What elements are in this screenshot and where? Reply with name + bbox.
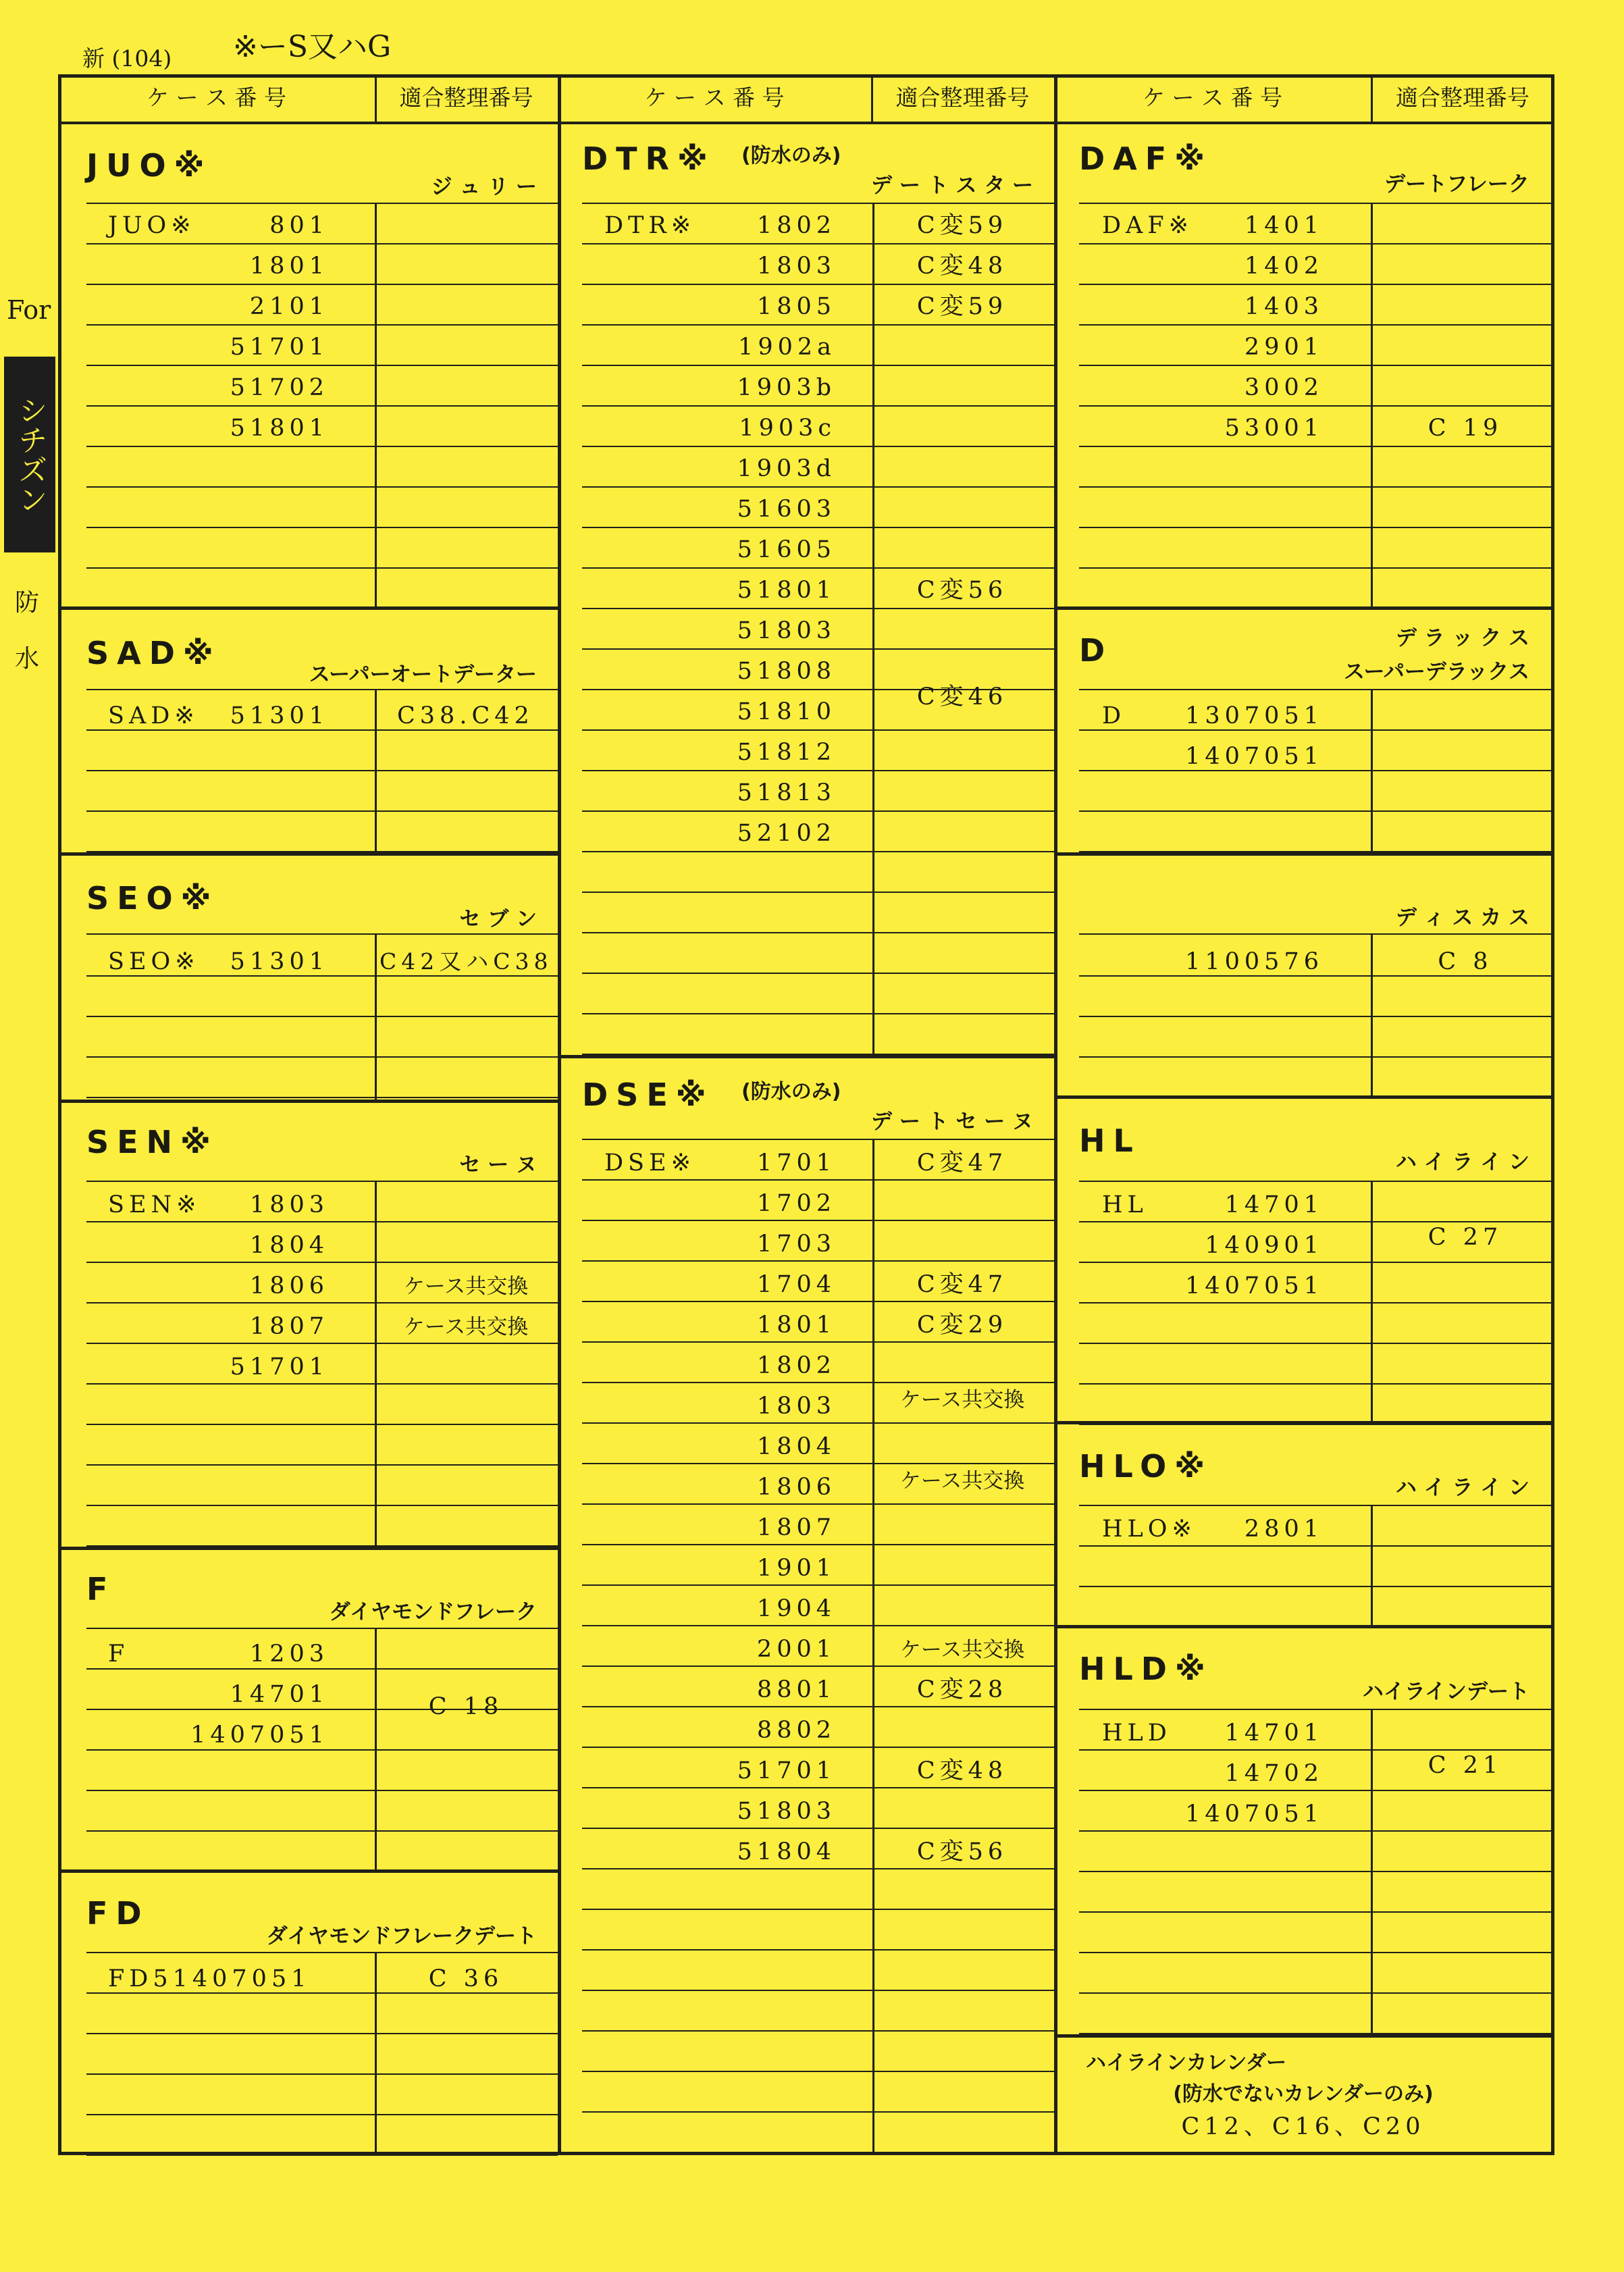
case-number: 51301	[230, 702, 329, 729]
case-prefix: HL	[1102, 1191, 1148, 1218]
row-line	[582, 1301, 1054, 1302]
dse-note: (防水のみ)	[741, 1080, 841, 1104]
row-line	[582, 1503, 1054, 1505]
row-line	[1079, 975, 1554, 977]
column-line	[872, 1139, 874, 2152]
case-number: 51803	[737, 617, 836, 644]
case-number: 1307051	[1185, 702, 1324, 729]
row-line	[86, 1464, 558, 1466]
row-line	[1079, 1056, 1554, 1058]
row-line	[86, 933, 558, 935]
row-line	[582, 527, 1054, 528]
case-number: 1903c	[739, 415, 836, 442]
case-prefix: SEO※	[108, 948, 200, 975]
row-line	[1079, 486, 1554, 488]
row-line	[1079, 1181, 1554, 1182]
case-prefix: HLO※	[1102, 1516, 1197, 1543]
fit-number: C変56	[916, 1838, 1008, 1865]
juo-title: JUO※	[86, 147, 213, 184]
case-prefix: D	[1102, 702, 1126, 729]
frame-right	[1551, 74, 1554, 2155]
case-number: 1403	[1244, 293, 1324, 320]
case-number: 51810	[737, 698, 836, 725]
case-number: 1407051	[1185, 1272, 1324, 1299]
row-line	[86, 1424, 558, 1425]
row-line	[86, 1383, 558, 1385]
page-heading: ※ーS又ハG	[233, 30, 392, 64]
case-number: 1904	[756, 1595, 836, 1622]
row-line	[582, 608, 1054, 609]
case-number: 51701	[737, 1757, 836, 1784]
case-number: 8802	[756, 1717, 836, 1744]
row-line	[1079, 1790, 1554, 1791]
case-number: 1702	[756, 1190, 836, 1217]
case-number: 51301	[230, 948, 329, 975]
fit-note: ケース共交換	[899, 1469, 1025, 1493]
case-prefix: DTR※	[604, 212, 696, 239]
header-rule	[58, 122, 1554, 124]
section-divider	[1054, 2034, 1554, 2038]
hl-title: HL	[1079, 1122, 1141, 1159]
header-fit-number: 適合整理番号	[895, 84, 1030, 111]
case-number: 51803	[737, 1798, 836, 1825]
column-line	[1371, 933, 1373, 1095]
case-number: 2901	[1244, 334, 1324, 361]
case-number: 2801	[1244, 1516, 1324, 1543]
row-line	[582, 1139, 1054, 1140]
row-line	[1079, 405, 1554, 407]
case-number: 1704	[756, 1271, 836, 1298]
row-line	[86, 810, 558, 812]
case-number: 51603	[737, 496, 836, 523]
case-number: 14701	[1224, 1720, 1324, 1747]
row-line	[582, 932, 1054, 933]
row-line	[86, 1830, 558, 1832]
fit-number: C変56	[916, 577, 1008, 604]
row-line	[1079, 1262, 1554, 1263]
case-prefix: JUO※	[108, 212, 196, 239]
row-line	[582, 1463, 1054, 1464]
fit-number: C 8	[1438, 948, 1493, 975]
case-number: 1803	[756, 253, 836, 280]
case-number: 51702	[230, 374, 329, 401]
row-line	[86, 203, 558, 204]
row-line	[86, 729, 558, 731]
case-number: 1804	[249, 1232, 329, 1259]
column-line	[1371, 203, 1373, 606]
dse-subtitle: デ ー ト セ ー ヌ	[871, 1110, 1033, 1134]
column-line	[375, 1952, 377, 2152]
case-number: 1407051	[190, 1722, 329, 1749]
fit-note: ケース共交換	[403, 1315, 529, 1339]
fit-number: C 18	[428, 1693, 504, 1720]
row-line	[86, 1749, 558, 1751]
side-waterproof-2: 水	[15, 645, 40, 673]
row-line	[1079, 365, 1554, 366]
hlo-title: HLO※	[1079, 1448, 1213, 1484]
hl-subtitle: ハ イ ラ イ ン	[1395, 1150, 1529, 1174]
row-line	[86, 1790, 558, 1791]
sad-subtitle: スーパーオートデーター	[309, 663, 537, 687]
row-line	[86, 1016, 558, 1017]
row-line	[582, 1909, 1054, 1910]
daf-title: DAF※	[1079, 140, 1213, 177]
row-line	[86, 567, 558, 569]
case-number: 51801	[230, 415, 329, 442]
row-line	[1079, 446, 1554, 447]
header-case-number: ケ ー ス 番 号	[147, 84, 286, 111]
row-line	[1079, 284, 1554, 285]
header-split	[871, 74, 873, 122]
row-line	[1079, 1586, 1554, 1587]
case-number: 1802	[756, 1352, 836, 1379]
fit-note: ケース共交換	[899, 1388, 1025, 1412]
row-line	[1079, 1911, 1554, 1913]
case-number: 1806	[756, 1474, 836, 1501]
column-divider-2	[1054, 74, 1057, 2155]
case-number: 8801	[756, 1676, 836, 1703]
row-line	[582, 1544, 1054, 1545]
fit-number: C 19	[1427, 415, 1503, 442]
row-line	[86, 2073, 558, 2075]
row-line	[1079, 770, 1554, 771]
row-line	[86, 1668, 558, 1670]
calendar-note: (防水でないカレンダーのみ)	[1173, 2082, 1434, 2106]
frame-left	[58, 74, 61, 2155]
row-line	[86, 243, 558, 244]
case-number: 51804	[737, 1838, 836, 1865]
column-line	[872, 203, 874, 1055]
case-prefix: SEN※	[108, 1191, 201, 1218]
header-split	[375, 74, 377, 122]
row-line	[582, 1747, 1054, 1748]
column-line	[375, 1181, 377, 1547]
row-line	[86, 2114, 558, 2115]
row-line	[582, 1990, 1054, 1991]
row-line	[86, 1056, 558, 1058]
row-line	[86, 1343, 558, 1344]
row-line	[86, 1505, 558, 1506]
row-line	[582, 1220, 1054, 1221]
header-case-number: ケ ー ス 番 号	[1143, 84, 1282, 111]
row-line	[86, 527, 558, 528]
row-line	[1079, 1221, 1554, 1222]
d-title: D	[1079, 632, 1114, 669]
case-number: 1902a	[738, 334, 836, 361]
row-line	[582, 1013, 1054, 1014]
fit-number: C変29	[916, 1312, 1008, 1339]
row-line	[582, 203, 1054, 204]
column-line	[1371, 1181, 1373, 1421]
section-divider	[58, 1869, 558, 1873]
fit-note: ケース共交換	[899, 1638, 1025, 1662]
case-number: 51801	[737, 577, 836, 604]
row-line	[1079, 1016, 1554, 1017]
row-line	[1079, 1709, 1554, 1710]
row-line	[582, 2071, 1054, 2072]
fit-note: ケース共交換	[403, 1274, 529, 1299]
row-line	[1079, 729, 1554, 731]
row-line	[86, 1097, 558, 1098]
row-line	[86, 975, 558, 977]
row-line	[1079, 1952, 1554, 1953]
case-number: 1703	[756, 1231, 836, 1258]
row-line	[582, 1787, 1054, 1788]
row-line	[86, 1952, 558, 1953]
row-line	[582, 324, 1054, 326]
case-number: 1100576	[1185, 948, 1324, 975]
case-number: 1803	[756, 1393, 836, 1420]
row-line	[582, 892, 1054, 893]
fit-number: C変46	[916, 683, 1008, 711]
case-number: 801	[269, 212, 329, 239]
row-line	[86, 486, 558, 488]
fd-title: FD	[86, 1895, 150, 1932]
hlo-subtitle: ハ イ ラ イ ン	[1395, 1476, 1529, 1500]
section-divider	[1054, 852, 1554, 856]
case-number: 2101	[249, 293, 329, 320]
row-line	[1079, 527, 1554, 528]
row-line	[1079, 1343, 1554, 1344]
case-number: 1407051	[1185, 743, 1324, 770]
row-line	[86, 689, 558, 690]
row-line	[582, 1666, 1054, 1667]
dtr-subtitle: デ ー ト ス タ ー	[871, 174, 1033, 198]
row-line	[1079, 1505, 1554, 1506]
row-line	[86, 1221, 558, 1222]
case-number: 2001	[756, 1636, 836, 1663]
case-prefix: DSE※	[604, 1150, 696, 1177]
row-line	[86, 1992, 558, 1994]
section-divider	[58, 1100, 558, 1103]
calendar-title: ハイラインカレンダー	[1086, 2051, 1287, 2075]
fit-number: C変47	[916, 1150, 1008, 1177]
juo-subtitle: ジ ュ リ ー	[431, 175, 537, 199]
row-line	[582, 405, 1054, 407]
row-line	[86, 284, 558, 285]
case-number: 1901	[756, 1555, 836, 1582]
row-line	[582, 486, 1054, 488]
row-line	[582, 1382, 1054, 1383]
case-number: 52102	[737, 820, 836, 847]
case-number: 1803	[249, 1191, 329, 1218]
row-line	[582, 810, 1054, 812]
case-number: 1807	[249, 1313, 329, 1340]
header-fit-number: 適合整理番号	[1396, 84, 1529, 111]
case-number: 14702	[1224, 1760, 1324, 1787]
row-line	[582, 973, 1054, 974]
row-line	[86, 2033, 558, 2034]
fit-number: C 21	[1427, 1752, 1503, 1779]
row-line	[1079, 1302, 1554, 1303]
row-line	[582, 567, 1054, 569]
case-number: FD51407051	[108, 1965, 311, 1992]
section-divider	[558, 1055, 1054, 1058]
dse-title: DSE※	[582, 1077, 714, 1113]
row-line	[1079, 689, 1554, 690]
case-number: 1802	[756, 212, 836, 239]
section-divider	[58, 606, 558, 610]
section-divider	[1054, 606, 1554, 610]
case-number: 1804	[756, 1433, 836, 1460]
row-line	[582, 1584, 1054, 1586]
hld-title: HLD※	[1079, 1651, 1213, 1687]
row-line	[582, 1949, 1054, 1951]
row-line	[86, 446, 558, 447]
case-number: 1701	[756, 1150, 836, 1177]
case-number: 51808	[737, 658, 836, 685]
fit-number: C38.C42	[397, 702, 534, 729]
row-line	[582, 1868, 1054, 1869]
fit-number: C変48	[916, 1757, 1008, 1784]
f-title: F	[86, 1571, 116, 1607]
sen-title: SEN※	[86, 1124, 219, 1160]
row-line	[86, 324, 558, 326]
row-line	[1079, 1545, 1554, 1547]
brand-text: シチズン	[13, 395, 47, 514]
row-line	[582, 729, 1054, 731]
case-number: 1801	[756, 1312, 836, 1339]
case-number: 1807	[756, 1514, 836, 1541]
row-line	[582, 1341, 1054, 1343]
row-line	[1079, 1749, 1554, 1751]
case-number: 53001	[1224, 415, 1324, 442]
section-divider	[1054, 1625, 1554, 1628]
header-split	[1371, 74, 1373, 122]
case-number: 1903d	[737, 455, 836, 482]
case-number: 1805	[756, 293, 836, 320]
fit-number: C変59	[916, 212, 1008, 239]
row-line	[582, 284, 1054, 285]
row-line	[86, 2154, 558, 2156]
discus-subtitle: デ ィ ス カ ス	[1395, 906, 1529, 930]
row-line	[1079, 243, 1554, 244]
row-line	[86, 365, 558, 366]
case-prefix: DAF※	[1102, 212, 1193, 239]
row-line	[1079, 1871, 1554, 1872]
row-line	[582, 1706, 1054, 1707]
fit-number: C変48	[916, 253, 1008, 280]
row-line	[86, 770, 558, 771]
sad-title: SAD※	[86, 635, 221, 671]
daf-subtitle: デートフレーク	[1384, 172, 1529, 197]
row-line	[1079, 1830, 1554, 1832]
dtr-note: (防水のみ)	[741, 144, 841, 167]
row-line	[86, 1628, 558, 1629]
case-number: 1806	[249, 1272, 329, 1299]
row-line	[582, 1828, 1054, 1829]
case-number: 1903b	[737, 374, 836, 401]
case-number: 140901	[1205, 1232, 1324, 1259]
case-number: 1402	[1244, 253, 1324, 280]
row-line	[86, 1262, 558, 1263]
section-divider	[1054, 1095, 1554, 1099]
row-line	[582, 648, 1054, 650]
row-line	[582, 2111, 1054, 2113]
case-prefix: HLD	[1102, 1720, 1172, 1747]
header-fit-number: 適合整理番号	[399, 84, 533, 111]
column-line	[1371, 1505, 1373, 1625]
header-case-number: ケ ー ス 番 号	[644, 84, 785, 111]
dtr-title: DTR※	[582, 140, 716, 177]
row-line	[1079, 1383, 1554, 1385]
brand-tab	[4, 357, 55, 552]
case-number: 14701	[1224, 1191, 1324, 1218]
fit-number: C 27	[1427, 1224, 1503, 1251]
case-number: 1801	[249, 253, 329, 280]
fd-subtitle: ダイヤモンドフレークデート	[266, 1924, 537, 1948]
fit-number: C変47	[916, 1271, 1008, 1298]
hld-subtitle: ハイラインデート	[1362, 1680, 1529, 1704]
case-number: 51701	[230, 1353, 329, 1380]
section-divider	[1054, 1421, 1554, 1424]
side-waterproof-1: 防	[15, 589, 40, 617]
side-label-for: For	[7, 295, 51, 325]
case-number: 51701	[230, 334, 329, 361]
row-line	[582, 1260, 1054, 1262]
row-line	[1079, 933, 1554, 935]
case-number: 1203	[249, 1641, 329, 1668]
section-divider	[58, 852, 558, 856]
row-line	[1079, 810, 1554, 812]
d-subtitle-2: スーパーデラックス	[1344, 660, 1529, 684]
seo-subtitle: セ ブ ン	[459, 907, 537, 931]
f-subtitle: ダイヤモンドフレーク	[329, 1600, 537, 1624]
row-line	[582, 365, 1054, 366]
case-number: 1401	[1244, 212, 1324, 239]
row-line	[582, 2030, 1054, 2032]
row-line	[582, 446, 1054, 447]
case-number: 51813	[737, 779, 836, 806]
case-number: 51605	[737, 536, 836, 563]
row-line	[582, 243, 1054, 244]
case-number: 51812	[737, 739, 836, 766]
row-line	[1079, 1992, 1554, 1994]
row-line	[582, 770, 1054, 771]
row-line	[1079, 203, 1554, 204]
calendar-models: C12、C16、C20	[1181, 2113, 1425, 2140]
sen-subtitle: セ ー ヌ	[459, 1153, 537, 1177]
row-line	[1079, 324, 1554, 326]
fit-number: C変28	[916, 1676, 1008, 1703]
column-divider-1	[558, 74, 561, 2155]
row-line	[582, 851, 1054, 852]
row-line	[86, 405, 558, 407]
fit-number: C 36	[428, 1965, 504, 1992]
row-line	[86, 1181, 558, 1182]
seo-title: SEO※	[86, 880, 219, 916]
row-line	[582, 1422, 1054, 1424]
row-line	[582, 1179, 1054, 1181]
case-prefix: SAD※	[108, 702, 199, 729]
row-line	[86, 1302, 558, 1303]
section-divider	[58, 1547, 558, 1550]
column-line	[375, 1628, 377, 1869]
case-prefix: F	[108, 1641, 130, 1668]
case-number: 14701	[230, 1681, 329, 1708]
case-number: 3002	[1244, 374, 1324, 401]
fit-number: C42又ハC38	[379, 948, 553, 975]
row-line	[1079, 567, 1554, 569]
d-subtitle-1: デ ラ ッ ク ス	[1395, 626, 1529, 650]
frame-top	[58, 74, 1554, 78]
row-line	[582, 1625, 1054, 1626]
case-number: 1407051	[1185, 1801, 1324, 1828]
fit-number: C変59	[916, 293, 1008, 320]
page-code: 新 (104)	[82, 45, 172, 72]
